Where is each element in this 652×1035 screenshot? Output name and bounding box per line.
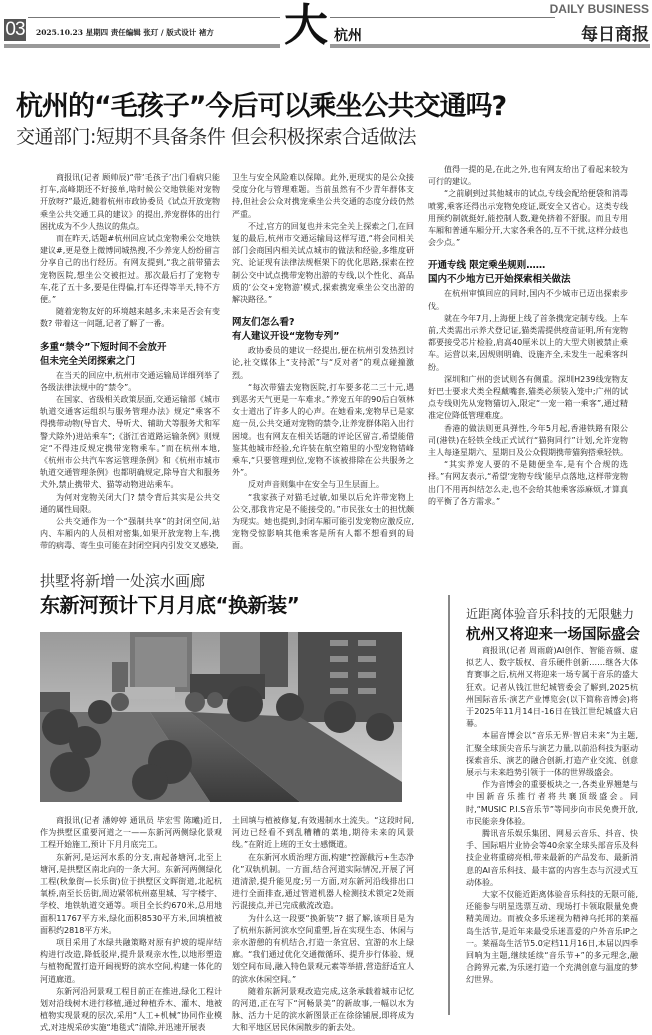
- story3-title: 杭州又将迎来一场国际盛会: [466, 627, 640, 643]
- paragraph: 在杭州审慎回应的同时,国内不少城市已迈出探索步伐。: [428, 289, 628, 311]
- paragraph: 深圳和广州的尝试则各有侧重。深圳H239线宠物友好巴士要求犬类全程戴嘴套,猫类必须装入笼中;广州的试点专线则先从宠物猫切入,限定“一宠一箱一乘客”,通过精准定位降低管理难度。: [428, 374, 628, 421]
- paragraph: 而在昨天,话题#杭州回应试点宠物乘公交地铁建议#,更是登上微博同城热搜,不少养宠人纷纷留言分享自己的出行经历。有网友提到,“我之前带猫去宠物医院,想坐公交被拒过。那次最后打了宠物专车,花了五十多,要是住得偏,打车还得等半天,特不方便。”: [40, 234, 220, 305]
- paragraph: 大家不仅能近距离体验音乐科技的无限可能,还能参与明星选票互动、现场打卡领取限量免费精美周边。而被众多乐迷视为精神乌托邦的莱福岛生活节,是近年来最受乐迷喜爱的户外音乐IP之一。莱福岛生活节5.0定档11月16日,本届以四季回响为主题,继续延续“音乐节+”的多元理念,融合跨界元素,为乐迷打造一个充满创意与温度的梦幻世界。: [466, 890, 638, 985]
- river-photo-illustration: [40, 632, 402, 802]
- date-editor-line: 2025.10.23 星期四 责任编辑 张玎 / 版式设计 褚方: [36, 28, 214, 37]
- paragraph: 商报讯(记者 周雨蔚)AI创作、智能音频、虚拟艺人、数字版权、音乐硬件创新……继各大体育赛事之后,杭州又将迎来一场专属于音乐的盛大狂欢。记者从钱江世纪城管委会了解到,2025杭州国际音乐·演艺产业博览会(以下简称音博会)将于2025年11月14日-16日在钱江世纪城盛大启幕。: [466, 646, 638, 729]
- paragraph: “我家孩子对猫毛过敏,如果以后允许带宠物上公交,那我肯定是不能接受的。”市民张女士的担忧颇为现实。她也提到,封闭车厢可能引发宠物应激反应,宠物受惊影响其他乘客是所有人都不想看到的局面。: [232, 492, 414, 551]
- river-landscape-photo: [40, 632, 402, 802]
- section-heading: [40, 341, 220, 369]
- paragraph: 值得一提的是,在此之外,也有网友给出了看起来较为可行的建议。: [428, 165, 628, 187]
- paragraph: “之前刷到过其他城市的试点,专线会配给便袋和消毒喷雾,乘客还得出示宠物免疫证,既安全又省心。这类专线用预约制就挺好,能控制人数,避免挤着不舒服。而且专用车厢和普通车厢分开,大家各乘各的,互不干扰,这样分歧也会少点。”: [428, 189, 628, 248]
- story1-column-2: [232, 172, 414, 552]
- paragraph: 商报讯(记者 潘婷婷 通讯员 毕宏雪 陈曦)近日,作为拱墅区重要河道之一——东新河两侧绿化景观工程开始施工,预计下月月底完工。: [40, 816, 222, 850]
- story2-column-2: [232, 815, 414, 1033]
- section-logo-char: 大: [284, 0, 328, 51]
- paragraph: 为什么这一段要“换新装”? 据了解,该项目是为了杭州东新河滨水空间重塑,旨在实现生态、休闲与亲水游憩的有机结合,打造一条宜居、宜游的水上绿廊。“我们通过优化交通微循环、提升步行体验、规划空间布局,融入特色景观元素等举措,营造舒适宜人的滨水休闲空间。”: [232, 913, 414, 984]
- paragraph: 作为音博会的重要板块之一,各类业界翘楚与中国新音乐推行者将共襄顶级盛会。同时,“MUSIC P.I.S音乐节”等同步向市民免费开放,市民能亲身体验。: [466, 780, 638, 826]
- header-bar-left: [4, 44, 280, 48]
- paragraph: 为何对宠物关闭大门? 禁令背后其实是公共交通的属性局限。: [40, 492, 220, 514]
- section-heading: [428, 259, 628, 287]
- heading-line-2: 国内不少地方已开始探索相关做法: [428, 274, 571, 286]
- story1-column-1: [40, 172, 220, 552]
- paragraph: 腾讯音乐娱乐集团、网易云音乐、抖音、快手、国际唱片业协会等40余家全球头部音乐及科技企业将重磅亮相,带来最新的产品发布、最新消息的AI音乐科技、最丰富的内容生态与沉浸式互动体验。: [466, 829, 638, 887]
- header-rule-top-right: [330, 17, 555, 18]
- main-headline: 杭州的“毛孩子”今后可以乘坐公共交通吗?: [16, 91, 507, 122]
- page-number: 03: [5, 19, 25, 40]
- paragraph: 项目采用了水绿共融策略对原有护坡的堤岸结构进行改造,降低驳岸,提升景观亲水性,以地形塑造与植物配置打造开阔视野的滨水空间,构建一体化的河道廊道。: [40, 938, 222, 984]
- heading-line-2: 有人建议开设“宠物专列”: [232, 331, 340, 343]
- paragraph: 不过,官方的回复也并未完全关上探索之门,在回复的最后,杭州市交通运输局这样写道,“将会同相关部门会商国内相关试点城市的做法和经验,多维度研究、论证现有法律法规框架下的优化思路,探索在控制公交中试点携带宠物出游的专线,以个性化、高品质的‘公交+宠物游’模式,探索携宠乘坐公交出游的解决路径。”: [232, 221, 414, 305]
- header-rule-top-left: [28, 17, 280, 18]
- section-heading: [232, 316, 414, 344]
- story2-kicker: 拱墅将新增一处滨水画廊: [40, 572, 206, 590]
- paragraph: 东新河沿河景观工程目前正在推进,绿化工程计划对沿线树木进行移植,通过种植乔木、灌木、地被植物实现景观的层次,采用“人工+机械”协同作业模式,对违规采砂实施“地毯式”清除,并迅速开展表: [40, 986, 222, 1033]
- paragraph: 反对声音则集中在安全与卫生层面上。: [248, 480, 384, 490]
- heading-line-2: 但未完全关闭探索之门: [40, 355, 136, 367]
- paragraph: 香港的做法则更具弹性,今年5月起,香港铁路有限公司(港铁)在轻铁全线正式试行“猫狗同行”计划,允许宠物主人每逢星期六、星期日及公众假期携带猫狗搭乘轻铁。: [428, 423, 628, 458]
- story2-title: 东新河预计下月月底“换新装”: [40, 593, 300, 617]
- paragraph: 在当天的回应中,杭州市交通运输局详细列举了各级法律法规中的“禁令”。: [40, 370, 220, 392]
- paragraph: 本届音博会以“音乐无界·智启未来”为主题,汇聚全球顶尖音乐与演艺力量,以前沿科技为驱动探索音乐、演艺的融合创新,打造产业交流、创意展示与未来趋势引领于一体的世界级盛会。: [466, 731, 638, 778]
- paragraph: 土回填与植被修复,有效遏制水土流失。“这段时间,河边已经看不到乱糟糟的菜地,期待未来的风景线。”在附近上班的王女士感慨道。: [232, 816, 414, 850]
- paragraph: 随着东新河景观改造完成,这条承载着城市记忆的河道,正在写下“河畅景美”的新故事,一幅以水为脉、活力十足的滨水新图景正在徐徐铺展,即将成为大和平地区居民休闲散步的新去处。: [232, 986, 414, 1033]
- paragraph: 东新河,是运河水系的分支,南起备塘河,北至上塘河,是拱墅区南北向的一条大河。东新河两侧绿化工程(秋象街—长乐街)位于拱墅区文晖街道,北起杭氧桥,南至长岳街,周边紧邻杭州嘉里城、写字楼宇、学校、地铁轨道交通等。项目全长约670米,总用地面积11767平方米,绿化面积8530平方米,回填植被面积约2818平方米。: [40, 852, 222, 935]
- paragraph: 公共交通作为一个“强制共享”的封闭空间,站内、车厢内的人员相对密集,如果开放宠物上车,携带的病毒、寄生虫可能在封闭空间内引发交叉感染,: [40, 517, 220, 551]
- paragraph: 随着宠物友好的环境越来越多,未来是否会有变数? 带着这一问题,记者了解了一番。: [40, 307, 220, 329]
- heading-line-1: 多重“禁令”下短时间不会放开: [40, 341, 167, 353]
- paragraph: 商报讯(记者 顾帅辰)“带‘毛孩子’出门看病只能打车,高峰期还不好接单,啥时候公交地铁能对宠物开放呀?”最近,随着杭州市政协委员《试点开放宠物乘坐公共交通工具的建议》的提出,养宠群体的出行困扰成为不少人热议的焦点。: [40, 173, 220, 231]
- paragraph: 政协委员的建议一经提出,便在杭州引发热烈讨论,社交媒体上“支持派”与“反对者”的观点碰撞激烈。: [232, 346, 414, 380]
- paragraph: “每次带猫去宠物医院,打车要多花二三十元,遇到恶劣天气更是一车难求。”养宠五年的90后白领林女士道出了许多人的心声。在她看来,宠物早已是家庭一员,公共交通对宠物的禁令,让养宠群体陷入出行困境。也有网友在相关话题的评论区留言,希望能借鉴其他城市经验,允许装在航空箱里的小型宠物错峰乘车,“只要管理到位,宠物不该被排除在公共服务之外”。: [232, 382, 414, 478]
- story1-column-3: [428, 164, 628, 552]
- paragraph: “其实养宠人要的不是随便坐车,是有个合规的选择。”有网友表示,“希望‘宠物专线’能早点落地,这样带宠物出门不用再纠结怎么走,也不会给其他乘客添麻烦,才算真的平衡了各方需求。”: [428, 460, 628, 506]
- paragraph: 卫生与安全风险难以保障。此外,更现实的是公众接受度分化与管理难题。当前虽然有不少青年群体支持,但社会公众对携宠乘坐公共交通的态度分歧仍然严重。: [232, 173, 414, 219]
- brand-chinese: 每日商报: [581, 25, 649, 45]
- section-name: 杭州: [334, 28, 362, 44]
- story3-kicker: 近距离体验音乐科技的无限魅力: [466, 607, 635, 621]
- brand-english: DAILY BUSINESS: [549, 2, 649, 16]
- page-header: [0, 0, 652, 56]
- main-subhead: 交通部门:短期不具备条件 但会积极探索合适做法: [16, 126, 416, 148]
- paragraph: 就在今年7月,上海便上线了首条携宠定制专线。上车前,犬类需出示养犬登记证,猫类需提供疫苗证明,所有宠物都要接受芯片检验,肩高40厘米以上的大型犬则被禁止乘车。运营以来,因规则明确、设施齐全,未发生一起乘客纠纷。: [428, 313, 628, 372]
- sidebar-divider: [448, 595, 450, 1015]
- story3-column: [466, 645, 638, 1015]
- heading-line-1: 网友们怎么看?: [232, 317, 295, 329]
- paragraph: 在东新河水质治理方面,构建“控源截污+生态净化”双轨机制。一方面,结合河道实际情况,开展了河道清淤,提升能见度;另一方面,对东新河沿线排出口进行全面排查,通过管道机器人检测技术锁定2处雨污混接点,并已完成截流改造。: [232, 852, 414, 911]
- paragraph: 在国家、省级相关政策层面,交通运输部《城市轨道交通客运组织与服务管理办法》规定“乘客不得携带动物(导盲犬、导听犬、辅助犬等服务犬和军警犬除外)进站乘车”;《浙江省道路运输条例》则规定“不得违反规定携带宠物乘车。”而在杭州本地,《杭州市公共汽车客运管理条例》和《杭州市城市轨道交通管理条例》也都明确规定,除导盲犬和服务犬外,禁止携带犬、猫等动物进站乘车。: [40, 395, 220, 490]
- heading-line-1: 开通专线 限定乘坐规则……: [428, 260, 546, 272]
- story2-column-1: [40, 815, 222, 1033]
